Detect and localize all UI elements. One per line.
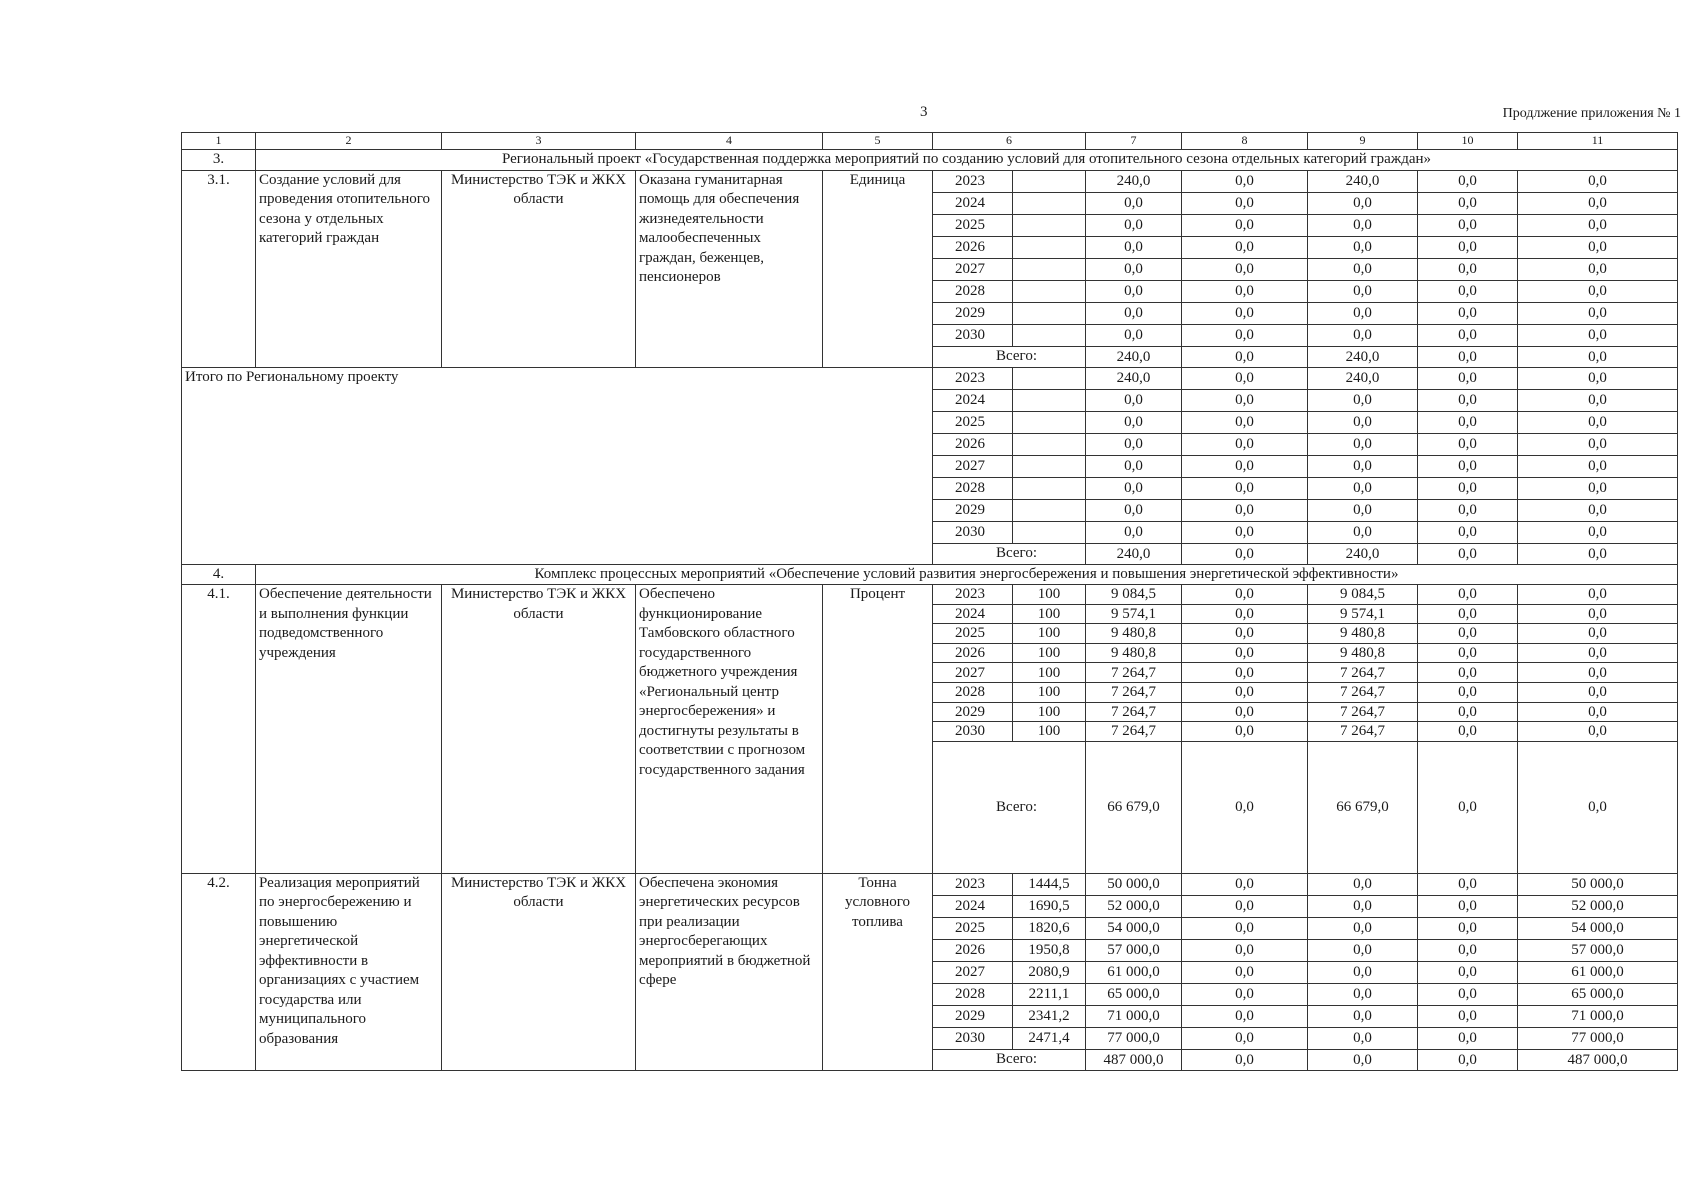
column-number: 8 xyxy=(1182,133,1308,150)
value-total-cell: 65 000,0 xyxy=(1086,983,1182,1005)
value-regional-cell: 0,0 xyxy=(1308,258,1418,280)
target-cell xyxy=(1013,411,1086,433)
value-local-cell: 0,0 xyxy=(1418,192,1518,214)
value-other-cell: 61 000,0 xyxy=(1518,961,1678,983)
value-federal-cell: 0,0 xyxy=(1182,302,1308,324)
value-local-cell: 0,0 xyxy=(1418,702,1518,722)
value-regional-cell: 9 480,8 xyxy=(1308,643,1418,663)
value-total-cell: 0,0 xyxy=(1086,411,1182,433)
item-number: 4.2. xyxy=(182,873,256,1070)
value-regional-cell: 0,0 xyxy=(1308,455,1418,477)
year-cell: 2028 xyxy=(933,682,1013,702)
value-federal-cell: 0,0 xyxy=(1182,873,1308,895)
value-federal-cell: 0,0 xyxy=(1182,643,1308,663)
value-total-cell: 54 000,0 xyxy=(1086,917,1182,939)
value-federal-cell: 0,0 xyxy=(1182,499,1308,521)
year-cell: 2023 xyxy=(933,873,1013,895)
target-cell: 100 xyxy=(1013,722,1086,742)
value-federal-cell: 0,0 xyxy=(1182,741,1308,873)
value-total-cell: 7 264,7 xyxy=(1086,682,1182,702)
value-federal-cell: 0,0 xyxy=(1182,258,1308,280)
value-other-cell: 0,0 xyxy=(1518,170,1678,192)
target-cell xyxy=(1013,214,1086,236)
value-federal-cell: 0,0 xyxy=(1182,917,1308,939)
value-federal-cell: 0,0 xyxy=(1182,192,1308,214)
value-regional-cell: 0,0 xyxy=(1308,214,1418,236)
value-regional-cell: 0,0 xyxy=(1308,1027,1418,1049)
value-other-cell: 0,0 xyxy=(1518,258,1678,280)
target-cell xyxy=(1013,170,1086,192)
target-cell xyxy=(1013,367,1086,389)
value-total-cell: 52 000,0 xyxy=(1086,895,1182,917)
value-regional-cell: 240,0 xyxy=(1308,346,1418,367)
value-local-cell: 0,0 xyxy=(1418,585,1518,605)
item-result: Оказана гуманитарная помощь для обеспечения жизнедеятельности малообеспеченных граждан, беженцев, пенсионеров xyxy=(636,170,823,367)
value-total-cell: 0,0 xyxy=(1086,192,1182,214)
year-cell: 2028 xyxy=(933,983,1013,1005)
value-regional-cell: 0,0 xyxy=(1308,280,1418,302)
value-local-cell: 0,0 xyxy=(1418,1005,1518,1027)
year-cell: 2023 xyxy=(933,585,1013,605)
value-total-cell: 0,0 xyxy=(1086,499,1182,521)
target-cell: 2341,2 xyxy=(1013,1005,1086,1027)
value-regional-cell: 9 084,5 xyxy=(1308,585,1418,605)
value-total-cell: 7 264,7 xyxy=(1086,702,1182,722)
value-federal-cell: 0,0 xyxy=(1182,280,1308,302)
column-number-row xyxy=(182,133,1678,150)
value-regional-cell: 0,0 xyxy=(1308,521,1418,543)
year-cell: 2023 xyxy=(933,367,1013,389)
value-regional-cell: 240,0 xyxy=(1308,170,1418,192)
value-other-cell: 0,0 xyxy=(1518,389,1678,411)
year-row xyxy=(182,585,1678,605)
item-unit: Процент xyxy=(823,585,933,874)
item-unit: Тонна условного топлива xyxy=(823,873,933,1070)
value-total-cell: 0,0 xyxy=(1086,389,1182,411)
item-name: Обеспечение деятельности и выполнения функции подведомственного учреждения xyxy=(256,585,442,874)
value-other-cell: 0,0 xyxy=(1518,477,1678,499)
target-cell xyxy=(1013,324,1086,346)
value-other-cell: 50 000,0 xyxy=(1518,873,1678,895)
value-local-cell: 0,0 xyxy=(1418,477,1518,499)
year-cell: 2025 xyxy=(933,214,1013,236)
value-local-cell: 0,0 xyxy=(1418,433,1518,455)
value-federal-cell: 0,0 xyxy=(1182,682,1308,702)
value-regional-cell: 0,0 xyxy=(1308,302,1418,324)
value-total-cell: 57 000,0 xyxy=(1086,939,1182,961)
item-executor: Министерство ТЭК и ЖКХ области xyxy=(442,873,636,1070)
value-local-cell: 0,0 xyxy=(1418,895,1518,917)
value-total-cell: 9 480,8 xyxy=(1086,624,1182,644)
value-regional-cell: 0,0 xyxy=(1308,917,1418,939)
target-cell: 100 xyxy=(1013,604,1086,624)
item-executor: Министерство ТЭК и ЖКХ области xyxy=(442,170,636,367)
year-cell: 2026 xyxy=(933,643,1013,663)
value-total-cell: 50 000,0 xyxy=(1086,873,1182,895)
value-total-cell: 240,0 xyxy=(1086,367,1182,389)
value-local-cell: 0,0 xyxy=(1418,873,1518,895)
value-other-cell: 77 000,0 xyxy=(1518,1027,1678,1049)
section-title: Комплекс процессных мероприятий «Обеспечение условий развития энергосбережения и повышения энергетической эффективности» xyxy=(256,564,1678,585)
value-total-cell: 0,0 xyxy=(1086,280,1182,302)
target-cell: 100 xyxy=(1013,643,1086,663)
year-cell: 2023 xyxy=(933,170,1013,192)
value-local-cell: 0,0 xyxy=(1418,455,1518,477)
item-name: Реализация мероприятий по энергосбережению и повышению энергетической эффективности в организациях с участием государства или муниципального образования xyxy=(256,873,442,1070)
column-number: 6 xyxy=(933,133,1086,150)
target-cell xyxy=(1013,192,1086,214)
value-federal-cell: 0,0 xyxy=(1182,663,1308,683)
value-other-cell: 0,0 xyxy=(1518,236,1678,258)
value-regional-cell: 9 480,8 xyxy=(1308,624,1418,644)
value-total-cell: 0,0 xyxy=(1086,214,1182,236)
value-federal-cell: 0,0 xyxy=(1182,346,1308,367)
target-cell: 1820,6 xyxy=(1013,917,1086,939)
value-local-cell: 0,0 xyxy=(1418,741,1518,873)
section-number: 4. xyxy=(182,564,256,585)
value-other-cell: 57 000,0 xyxy=(1518,939,1678,961)
year-cell: 2026 xyxy=(933,939,1013,961)
value-regional-cell: 0,0 xyxy=(1308,983,1418,1005)
item-result: Обеспечено функционирование Тамбовского областного государственного бюджетного учреждения «Региональный центр энергосбережения» и достигнуты результаты в соответствии с прогнозом государственного задания xyxy=(636,585,823,874)
item-unit: Единица xyxy=(823,170,933,367)
target-cell: 2211,1 xyxy=(1013,983,1086,1005)
total-label: Всего: xyxy=(933,346,1086,367)
value-local-cell: 0,0 xyxy=(1418,917,1518,939)
value-regional-cell: 0,0 xyxy=(1308,1005,1418,1027)
value-regional-cell: 0,0 xyxy=(1308,433,1418,455)
value-regional-cell: 240,0 xyxy=(1308,367,1418,389)
value-total-cell: 0,0 xyxy=(1086,258,1182,280)
value-regional-cell: 0,0 xyxy=(1308,961,1418,983)
value-other-cell: 0,0 xyxy=(1518,741,1678,873)
target-cell xyxy=(1013,455,1086,477)
item-number: 4.1. xyxy=(182,585,256,874)
target-cell: 100 xyxy=(1013,585,1086,605)
value-local-cell: 0,0 xyxy=(1418,411,1518,433)
target-cell xyxy=(1013,433,1086,455)
target-cell: 100 xyxy=(1013,624,1086,644)
year-cell: 2025 xyxy=(933,917,1013,939)
value-regional-cell: 0,0 xyxy=(1308,939,1418,961)
year-cell: 2025 xyxy=(933,411,1013,433)
value-regional-cell: 7 264,7 xyxy=(1308,663,1418,683)
value-local-cell: 0,0 xyxy=(1418,604,1518,624)
target-cell: 1690,5 xyxy=(1013,895,1086,917)
value-federal-cell: 0,0 xyxy=(1182,702,1308,722)
year-cell: 2028 xyxy=(933,280,1013,302)
value-local-cell: 0,0 xyxy=(1418,961,1518,983)
value-local-cell: 0,0 xyxy=(1418,389,1518,411)
value-federal-cell: 0,0 xyxy=(1182,367,1308,389)
section-header-row xyxy=(182,150,1678,171)
page-number: 3 xyxy=(920,104,928,120)
value-federal-cell: 0,0 xyxy=(1182,324,1308,346)
value-federal-cell: 0,0 xyxy=(1182,1049,1308,1070)
column-number: 2 xyxy=(256,133,442,150)
value-federal-cell: 0,0 xyxy=(1182,1005,1308,1027)
value-regional-cell: 7 264,7 xyxy=(1308,722,1418,742)
value-local-cell: 0,0 xyxy=(1418,1049,1518,1070)
value-other-cell: 52 000,0 xyxy=(1518,895,1678,917)
value-regional-cell: 0,0 xyxy=(1308,477,1418,499)
value-federal-cell: 0,0 xyxy=(1182,170,1308,192)
year-row xyxy=(182,170,1678,192)
item-number: 3.1. xyxy=(182,170,256,367)
year-cell: 2030 xyxy=(933,1027,1013,1049)
value-regional-cell: 0,0 xyxy=(1308,1049,1418,1070)
value-federal-cell: 0,0 xyxy=(1182,389,1308,411)
value-total-cell: 240,0 xyxy=(1086,543,1182,564)
value-other-cell: 0,0 xyxy=(1518,543,1678,564)
column-number: 7 xyxy=(1086,133,1182,150)
value-regional-cell: 7 264,7 xyxy=(1308,702,1418,722)
value-other-cell: 0,0 xyxy=(1518,367,1678,389)
year-cell: 2029 xyxy=(933,702,1013,722)
target-cell xyxy=(1013,389,1086,411)
value-regional-cell: 0,0 xyxy=(1308,236,1418,258)
value-other-cell: 0,0 xyxy=(1518,585,1678,605)
value-regional-cell: 0,0 xyxy=(1308,192,1418,214)
value-local-cell: 0,0 xyxy=(1418,302,1518,324)
value-federal-cell: 0,0 xyxy=(1182,433,1308,455)
value-total-cell: 9 480,8 xyxy=(1086,643,1182,663)
target-cell: 100 xyxy=(1013,663,1086,683)
year-cell: 2024 xyxy=(933,895,1013,917)
value-total-cell: 0,0 xyxy=(1086,455,1182,477)
value-local-cell: 0,0 xyxy=(1418,367,1518,389)
year-cell: 2024 xyxy=(933,389,1013,411)
value-total-cell: 0,0 xyxy=(1086,302,1182,324)
value-local-cell: 0,0 xyxy=(1418,1027,1518,1049)
value-total-cell: 240,0 xyxy=(1086,170,1182,192)
value-total-cell: 61 000,0 xyxy=(1086,961,1182,983)
year-cell: 2024 xyxy=(933,604,1013,624)
column-number: 5 xyxy=(823,133,933,150)
value-regional-cell: 240,0 xyxy=(1308,543,1418,564)
value-federal-cell: 0,0 xyxy=(1182,939,1308,961)
column-number: 9 xyxy=(1308,133,1418,150)
value-federal-cell: 0,0 xyxy=(1182,521,1308,543)
value-local-cell: 0,0 xyxy=(1418,346,1518,367)
value-federal-cell: 0,0 xyxy=(1182,477,1308,499)
section-title: Региональный проект «Государственная поддержка мероприятий по созданию условий для отопительного сезона отдельных категорий граждан» xyxy=(256,150,1678,171)
section-header-row xyxy=(182,564,1678,585)
year-cell: 2024 xyxy=(933,192,1013,214)
budget-table xyxy=(181,132,1678,1071)
value-total-cell: 0,0 xyxy=(1086,477,1182,499)
value-other-cell: 0,0 xyxy=(1518,433,1678,455)
value-other-cell: 487 000,0 xyxy=(1518,1049,1678,1070)
value-total-cell: 240,0 xyxy=(1086,346,1182,367)
value-other-cell: 0,0 xyxy=(1518,682,1678,702)
value-other-cell: 0,0 xyxy=(1518,455,1678,477)
value-other-cell: 0,0 xyxy=(1518,302,1678,324)
value-regional-cell: 0,0 xyxy=(1308,411,1418,433)
column-number: 4 xyxy=(636,133,823,150)
value-regional-cell: 0,0 xyxy=(1308,389,1418,411)
target-cell xyxy=(1013,521,1086,543)
budget-table-sheet xyxy=(181,132,1677,1071)
year-cell: 2029 xyxy=(933,302,1013,324)
value-federal-cell: 0,0 xyxy=(1182,961,1308,983)
value-other-cell: 0,0 xyxy=(1518,499,1678,521)
value-local-cell: 0,0 xyxy=(1418,236,1518,258)
target-cell: 1444,5 xyxy=(1013,873,1086,895)
value-total-cell: 77 000,0 xyxy=(1086,1027,1182,1049)
value-federal-cell: 0,0 xyxy=(1182,455,1308,477)
summary-label: Итого по Региональному проекту xyxy=(182,367,933,564)
target-cell xyxy=(1013,477,1086,499)
target-cell: 2471,4 xyxy=(1013,1027,1086,1049)
total-label: Всего: xyxy=(933,1049,1086,1070)
year-cell: 2029 xyxy=(933,1005,1013,1027)
year-cell: 2030 xyxy=(933,521,1013,543)
value-local-cell: 0,0 xyxy=(1418,280,1518,302)
value-local-cell: 0,0 xyxy=(1418,543,1518,564)
column-number: 11 xyxy=(1518,133,1678,150)
value-total-cell: 7 264,7 xyxy=(1086,663,1182,683)
summary-year-row xyxy=(182,367,1678,389)
table-body xyxy=(182,133,1678,1071)
value-regional-cell: 7 264,7 xyxy=(1308,682,1418,702)
year-cell: 2030 xyxy=(933,324,1013,346)
value-local-cell: 0,0 xyxy=(1418,939,1518,961)
year-cell: 2029 xyxy=(933,499,1013,521)
value-total-cell: 487 000,0 xyxy=(1086,1049,1182,1070)
value-local-cell: 0,0 xyxy=(1418,170,1518,192)
value-federal-cell: 0,0 xyxy=(1182,1027,1308,1049)
value-other-cell: 65 000,0 xyxy=(1518,983,1678,1005)
value-regional-cell: 0,0 xyxy=(1308,499,1418,521)
value-other-cell: 0,0 xyxy=(1518,192,1678,214)
value-total-cell: 66 679,0 xyxy=(1086,741,1182,873)
value-other-cell: 0,0 xyxy=(1518,521,1678,543)
value-local-cell: 0,0 xyxy=(1418,643,1518,663)
target-cell xyxy=(1013,236,1086,258)
value-federal-cell: 0,0 xyxy=(1182,983,1308,1005)
value-local-cell: 0,0 xyxy=(1418,663,1518,683)
value-federal-cell: 0,0 xyxy=(1182,585,1308,605)
value-local-cell: 0,0 xyxy=(1418,624,1518,644)
value-total-cell: 9 574,1 xyxy=(1086,604,1182,624)
value-local-cell: 0,0 xyxy=(1418,983,1518,1005)
column-number: 1 xyxy=(182,133,256,150)
value-other-cell: 0,0 xyxy=(1518,604,1678,624)
year-cell: 2027 xyxy=(933,455,1013,477)
value-other-cell: 71 000,0 xyxy=(1518,1005,1678,1027)
target-cell xyxy=(1013,258,1086,280)
value-federal-cell: 0,0 xyxy=(1182,604,1308,624)
year-row xyxy=(182,873,1678,895)
value-other-cell: 0,0 xyxy=(1518,411,1678,433)
item-name: Создание условий для проведения отопительного сезона у отдельных категорий граждан xyxy=(256,170,442,367)
year-cell: 2027 xyxy=(933,258,1013,280)
target-cell xyxy=(1013,302,1086,324)
value-other-cell: 0,0 xyxy=(1518,214,1678,236)
value-federal-cell: 0,0 xyxy=(1182,543,1308,564)
year-cell: 2027 xyxy=(933,961,1013,983)
target-cell: 2080,9 xyxy=(1013,961,1086,983)
value-total-cell: 0,0 xyxy=(1086,236,1182,258)
target-cell: 1950,8 xyxy=(1013,939,1086,961)
year-cell: 2026 xyxy=(933,433,1013,455)
item-result: Обеспечена экономия энергетических ресурсов при реализации энергосберегающих мероприятий в бюджетной сфере xyxy=(636,873,823,1070)
year-cell: 2028 xyxy=(933,477,1013,499)
value-local-cell: 0,0 xyxy=(1418,258,1518,280)
value-local-cell: 0,0 xyxy=(1418,682,1518,702)
value-total-cell: 0,0 xyxy=(1086,324,1182,346)
value-total-cell: 7 264,7 xyxy=(1086,722,1182,742)
value-other-cell: 0,0 xyxy=(1518,663,1678,683)
year-cell: 2025 xyxy=(933,624,1013,644)
value-federal-cell: 0,0 xyxy=(1182,722,1308,742)
value-total-cell: 71 000,0 xyxy=(1086,1005,1182,1027)
year-cell: 2027 xyxy=(933,663,1013,683)
value-local-cell: 0,0 xyxy=(1418,722,1518,742)
value-other-cell: 0,0 xyxy=(1518,722,1678,742)
value-other-cell: 54 000,0 xyxy=(1518,917,1678,939)
value-regional-cell: 0,0 xyxy=(1308,873,1418,895)
value-federal-cell: 0,0 xyxy=(1182,236,1308,258)
value-local-cell: 0,0 xyxy=(1418,324,1518,346)
value-other-cell: 0,0 xyxy=(1518,624,1678,644)
value-other-cell: 0,0 xyxy=(1518,346,1678,367)
value-local-cell: 0,0 xyxy=(1418,499,1518,521)
value-other-cell: 0,0 xyxy=(1518,280,1678,302)
value-other-cell: 0,0 xyxy=(1518,324,1678,346)
item-executor: Министерство ТЭК и ЖКХ области xyxy=(442,585,636,874)
value-local-cell: 0,0 xyxy=(1418,214,1518,236)
value-total-cell: 0,0 xyxy=(1086,521,1182,543)
target-cell: 100 xyxy=(1013,702,1086,722)
value-federal-cell: 0,0 xyxy=(1182,411,1308,433)
section-number: 3. xyxy=(182,150,256,171)
target-cell: 100 xyxy=(1013,682,1086,702)
value-other-cell: 0,0 xyxy=(1518,643,1678,663)
value-federal-cell: 0,0 xyxy=(1182,895,1308,917)
year-cell: 2026 xyxy=(933,236,1013,258)
value-other-cell: 0,0 xyxy=(1518,702,1678,722)
value-total-cell: 9 084,5 xyxy=(1086,585,1182,605)
target-cell xyxy=(1013,499,1086,521)
value-federal-cell: 0,0 xyxy=(1182,214,1308,236)
value-regional-cell: 0,0 xyxy=(1308,324,1418,346)
continuation-label: Продлжение приложения № 1 xyxy=(1502,106,1681,121)
column-number: 10 xyxy=(1418,133,1518,150)
column-number: 3 xyxy=(442,133,636,150)
total-label: Всего: xyxy=(933,543,1086,564)
value-local-cell: 0,0 xyxy=(1418,521,1518,543)
value-regional-cell: 66 679,0 xyxy=(1308,741,1418,873)
value-federal-cell: 0,0 xyxy=(1182,624,1308,644)
total-label: Всего: xyxy=(933,741,1086,873)
value-total-cell: 0,0 xyxy=(1086,433,1182,455)
target-cell xyxy=(1013,280,1086,302)
value-regional-cell: 9 574,1 xyxy=(1308,604,1418,624)
year-cell: 2030 xyxy=(933,722,1013,742)
value-regional-cell: 0,0 xyxy=(1308,895,1418,917)
